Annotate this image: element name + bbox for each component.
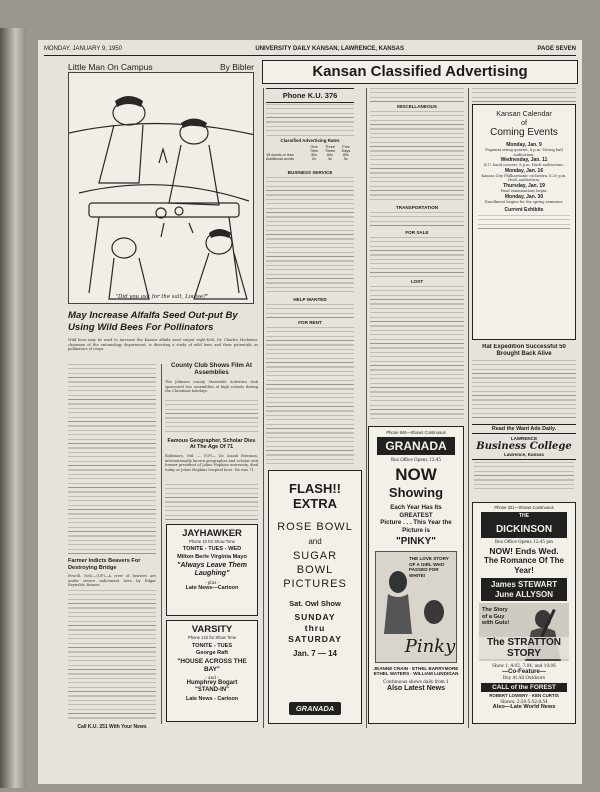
farmer-dateline: Powell, Neb.—(UP)—A crew of beavers are under severe indictment here by Edgar Reynolds, farmer.	[68, 574, 156, 588]
flash-rose-bowl: ROSE BOWL	[277, 521, 353, 533]
section-transportation: TRANSPORTATION	[395, 205, 439, 210]
dickinson-cast: ROBERT LOWERY · KEN CURTIS	[489, 692, 559, 698]
calendar-box	[472, 104, 576, 340]
county-body-text	[165, 400, 258, 434]
granada-poster	[375, 551, 457, 663]
calendar-date: Wednesday, Jan. 11	[500, 157, 548, 164]
calendar-text: Paganini string quartet, 8 p.m. Strong hall auditorium.	[485, 148, 563, 157]
expedition-headline: Rat Expedition Successful 50 Brought Back Alive	[482, 344, 566, 357]
flash-ad	[268, 470, 362, 724]
dickinson-logo	[481, 512, 567, 538]
classified-intro-text	[266, 104, 354, 136]
column-rule	[263, 88, 264, 728]
dickinson-tagline: The Romance Of The Year!	[483, 556, 564, 575]
scholar-dateline: Baltimore, Md. — (UP)— Dr. Isaiah Bowman, internationally known geographer and scholar and former president of Johns Hopkins university, died today at Johns Hopkins hospital here. He was 71.	[165, 454, 258, 472]
column-rule	[366, 88, 367, 728]
alfalfa-lead: Wild bees may be used to increase the Kansas alfalfa seed output eight-fold, Dr. Charles Michener, chairman of the entomology department, is directing a study of wild bees and their potentials as pollinators of crops.	[68, 338, 258, 352]
masthead-page: PAGE SEVEN	[537, 46, 576, 52]
rates-title: Classified Advertising Rates	[280, 138, 340, 143]
calendar-date: Thursday, Jan. 19	[503, 182, 545, 189]
dickinson-now: NOW! Ends Wed.	[489, 546, 559, 557]
granada-tagline-1: Each Year Has Its GREATEST	[390, 504, 442, 519]
section-help-wanted: HELP WANTED	[293, 297, 327, 302]
rates-cell: Additional words	[266, 157, 294, 161]
dickinson-cofeature: —Co-Feature—	[502, 669, 546, 676]
cartoon-title: Little Man On Campus	[68, 62, 153, 72]
calendar-text: Enrollment begins for the spring semester.	[484, 199, 564, 204]
dickinson-shows: Shows: 2:50-5:52-8:54	[500, 698, 548, 704]
varsity-name: VARSITY	[191, 624, 233, 635]
granada-cast-1: JEANNE CRAIN · ETHEL BARRYMORE	[373, 666, 459, 672]
dickinson-title: The STRATTON STORY	[479, 637, 569, 659]
varsity-news: Late News - Cartoon	[185, 696, 239, 703]
college-top: LAWRENCE	[510, 436, 538, 441]
cartoon-caption: "Did you ask for the salt, Louise?"	[115, 294, 209, 300]
jayhawker-tonite: TONITE - TUES - WED	[182, 546, 242, 553]
call-news-footer: Call K.U. 251 With Your News	[77, 724, 147, 730]
college-city: Lawrence, Kansas	[472, 452, 576, 460]
expedition-body-text	[472, 360, 576, 420]
section-lost: LOST	[410, 279, 424, 284]
section-business-service: BUSINESS SERVICE	[287, 170, 333, 175]
alfalfa-headline: May Increase Alfalfa Seed Out-put By Using Wild Bees For Pollinators	[68, 310, 238, 333]
farmer-body-text	[68, 590, 156, 720]
for-sale-ads	[370, 237, 464, 277]
flash-dates: Jan. 7 — 14	[292, 649, 338, 658]
dickinson-phone: Phone 321—Shows Continuous	[494, 505, 554, 510]
jayhawker-ad	[166, 524, 258, 616]
flash-house-logo: GRANADA	[289, 702, 341, 715]
jayhawker-plus: - plus -	[204, 580, 220, 586]
granada-tagline-2: Picture . . . This Year the Picture is	[380, 519, 452, 534]
rates-header-row	[266, 145, 354, 153]
jayhawker-name: JAYHAWKER	[182, 528, 242, 539]
classified-phone: Phone K.U. 376	[266, 88, 354, 103]
classified-banner-text: Kansan Classified Advertising	[312, 63, 528, 80]
granada-news: Also Latest News	[387, 685, 445, 693]
dickinson-buy: Buy At All Outdoors	[502, 675, 546, 681]
calendar-item	[473, 194, 575, 205]
rates-col-three: Three Times	[324, 145, 336, 153]
rates-cell: 60c	[326, 153, 334, 157]
varsity-second: Humphrey Bogart "STAND-IN"	[186, 680, 238, 694]
varsity-phone: Phone 122 for Show Time	[187, 635, 237, 640]
calendar-item	[473, 157, 575, 168]
dickinson-ad	[472, 502, 576, 724]
flash-owl-show: Sat. Owl Show	[289, 599, 341, 608]
rates-table	[266, 138, 354, 168]
want-ads-tag: Read the Want Ads Daily.	[472, 424, 576, 434]
masthead-paper: UNIVERSITY DAILY KANSAN, LAWRENCE, KANSAS	[255, 46, 404, 52]
rates-col-one: One Time	[309, 145, 319, 153]
section-for-sale: FOR SALE	[405, 230, 429, 235]
rates-row	[266, 157, 354, 161]
granada-now: NOW	[395, 465, 437, 485]
calendar-title-3: Coming Events	[490, 127, 558, 138]
jayhawker-news: Late News—Cartoon	[185, 585, 239, 592]
calendar-text: Final examinations begin.	[500, 188, 548, 193]
granada-continuous: Continuous shows daily from 1	[383, 679, 449, 685]
varsity-star: George Raft	[195, 650, 228, 657]
dickinson-second-feature: CALL of the FOREST	[481, 683, 567, 692]
dickinson-story: The Story of a Guy with Guts!	[482, 607, 510, 627]
granada-box-office: Box Office Opens 12:45	[390, 457, 442, 463]
alfalfa-body-text	[68, 364, 156, 554]
rates-col-five: Five Days	[341, 145, 351, 153]
svg-text:Pinky: Pinky	[404, 636, 456, 658]
cartoon-drawing	[69, 73, 254, 304]
help-wanted-ads	[266, 304, 354, 318]
column-rule	[161, 364, 162, 724]
county-lead: The Johnson county Statewide Activities club sponsored two assemblies at high schools during the Christmas holidays.	[165, 380, 258, 394]
dickinson-the: THE	[519, 513, 529, 520]
flash-and: and	[308, 537, 322, 546]
calendar-text: Kansas City Philharmonic orchestra, 8:20 p.m. Hoch auditorium.	[481, 173, 567, 183]
transportation-ads	[370, 212, 464, 228]
calendar-exhibits: Current Exhibits	[504, 207, 544, 214]
granada-cast-2: ETHEL WATERS · WILLIAM LUNDIGAN	[373, 671, 459, 677]
for-rent-ads	[266, 327, 354, 465]
masthead	[44, 46, 576, 56]
top-right-ads	[472, 88, 576, 102]
rates-cell: 80c	[342, 153, 350, 157]
cartoon-byline: By Bibler	[219, 62, 254, 72]
scholar-headline: Famous Geographer, Scholar Dies At The Age Of 71	[167, 438, 256, 451]
college-name: Business College	[476, 441, 572, 452]
classified-col2-top	[370, 88, 464, 102]
granada-blurb: THE LOVE STORY OF A GIRL WHO PASSED FOR WHITE!	[409, 556, 449, 578]
calendar-item	[473, 168, 575, 183]
varsity-tonite: TONITE - TUES	[191, 643, 233, 650]
classified-banner	[262, 60, 578, 84]
rates-cell: 30c	[310, 153, 318, 157]
masthead-date: MONDAY, JANUARY 9, 1950	[44, 46, 122, 52]
lost-ads	[370, 286, 464, 422]
rates-cell: 4c	[327, 157, 332, 161]
farmer-headline: Farmer Indicts Beavers For Destroying Bridge	[68, 558, 141, 571]
cartoon-panel	[68, 72, 254, 304]
section-for-rent: FOR RENT	[298, 320, 322, 325]
section-miscellaneous: MISCELLANEOUS	[397, 104, 437, 109]
granada-ad	[368, 426, 464, 724]
calendar-date: Monday, Jan. 16	[504, 167, 544, 174]
scholar-body-text	[165, 484, 258, 520]
varsity-title: "HOUSE ACROSS THE BAY"	[177, 658, 247, 673]
varsity-ad	[166, 620, 258, 722]
business-college-ad	[472, 436, 576, 498]
calendar-title-2: of	[521, 118, 527, 127]
county-headline: County Club Shows Film At Assemblies	[171, 362, 252, 377]
granada-name: GRANADA	[377, 437, 455, 455]
jayhawker-phone: Phone 10 for Show Time	[189, 539, 235, 544]
flash-days: SUNDAY thru SATURDAY	[288, 612, 342, 644]
cartoon-header	[68, 60, 254, 72]
miscellaneous-ads	[370, 111, 464, 203]
granada-showing: Showing	[388, 485, 444, 501]
calendar-item	[473, 142, 575, 157]
granada-title: "PINKY"	[395, 536, 437, 548]
dickinson-stars: James STEWART June ALLYSON	[481, 578, 567, 601]
rates-cell: 15 words or less	[266, 153, 294, 157]
dickinson-poster	[479, 603, 569, 661]
business-service-ads	[266, 177, 354, 295]
calendar-date: Monday, Jan. 30	[504, 193, 544, 200]
dickinson-times: Show 1, 4:02, 7:04, and 10:06	[492, 663, 556, 669]
jayhawker-stars: Milton Berle Virginia Mayo	[177, 554, 247, 561]
calendar-exhibit-text	[478, 215, 570, 229]
rates-cell: 2c	[311, 157, 316, 161]
jayhawker-title: "Always Leave Them Laughing"	[177, 562, 247, 578]
varsity-and: - and -	[205, 675, 219, 681]
rates-cell: 5c	[343, 157, 348, 161]
calendar-text: K.U. band concert, 8 p.m. Hoch auditorium.	[484, 163, 564, 168]
college-ad-text	[474, 462, 574, 490]
book-binding	[0, 28, 26, 788]
calendar-title-1: Kansan Calendar	[496, 109, 552, 118]
column-rule	[468, 88, 469, 728]
calendar-date: Monday, Jan. 9	[506, 142, 542, 148]
flash-sugar-bowl: SUGAR BOWL PICTURES	[283, 550, 347, 590]
granada-phone: Phone 946—Shows Continuous	[386, 430, 446, 435]
dickinson-name: DICKINSON	[495, 524, 553, 536]
flash-title: FLASH!! EXTRA	[289, 481, 341, 511]
dickinson-news: Also—Late World News	[492, 703, 556, 710]
dickinson-box-office: Box Office Opens 12:45 pm	[494, 539, 553, 545]
calendar-item	[473, 183, 575, 194]
